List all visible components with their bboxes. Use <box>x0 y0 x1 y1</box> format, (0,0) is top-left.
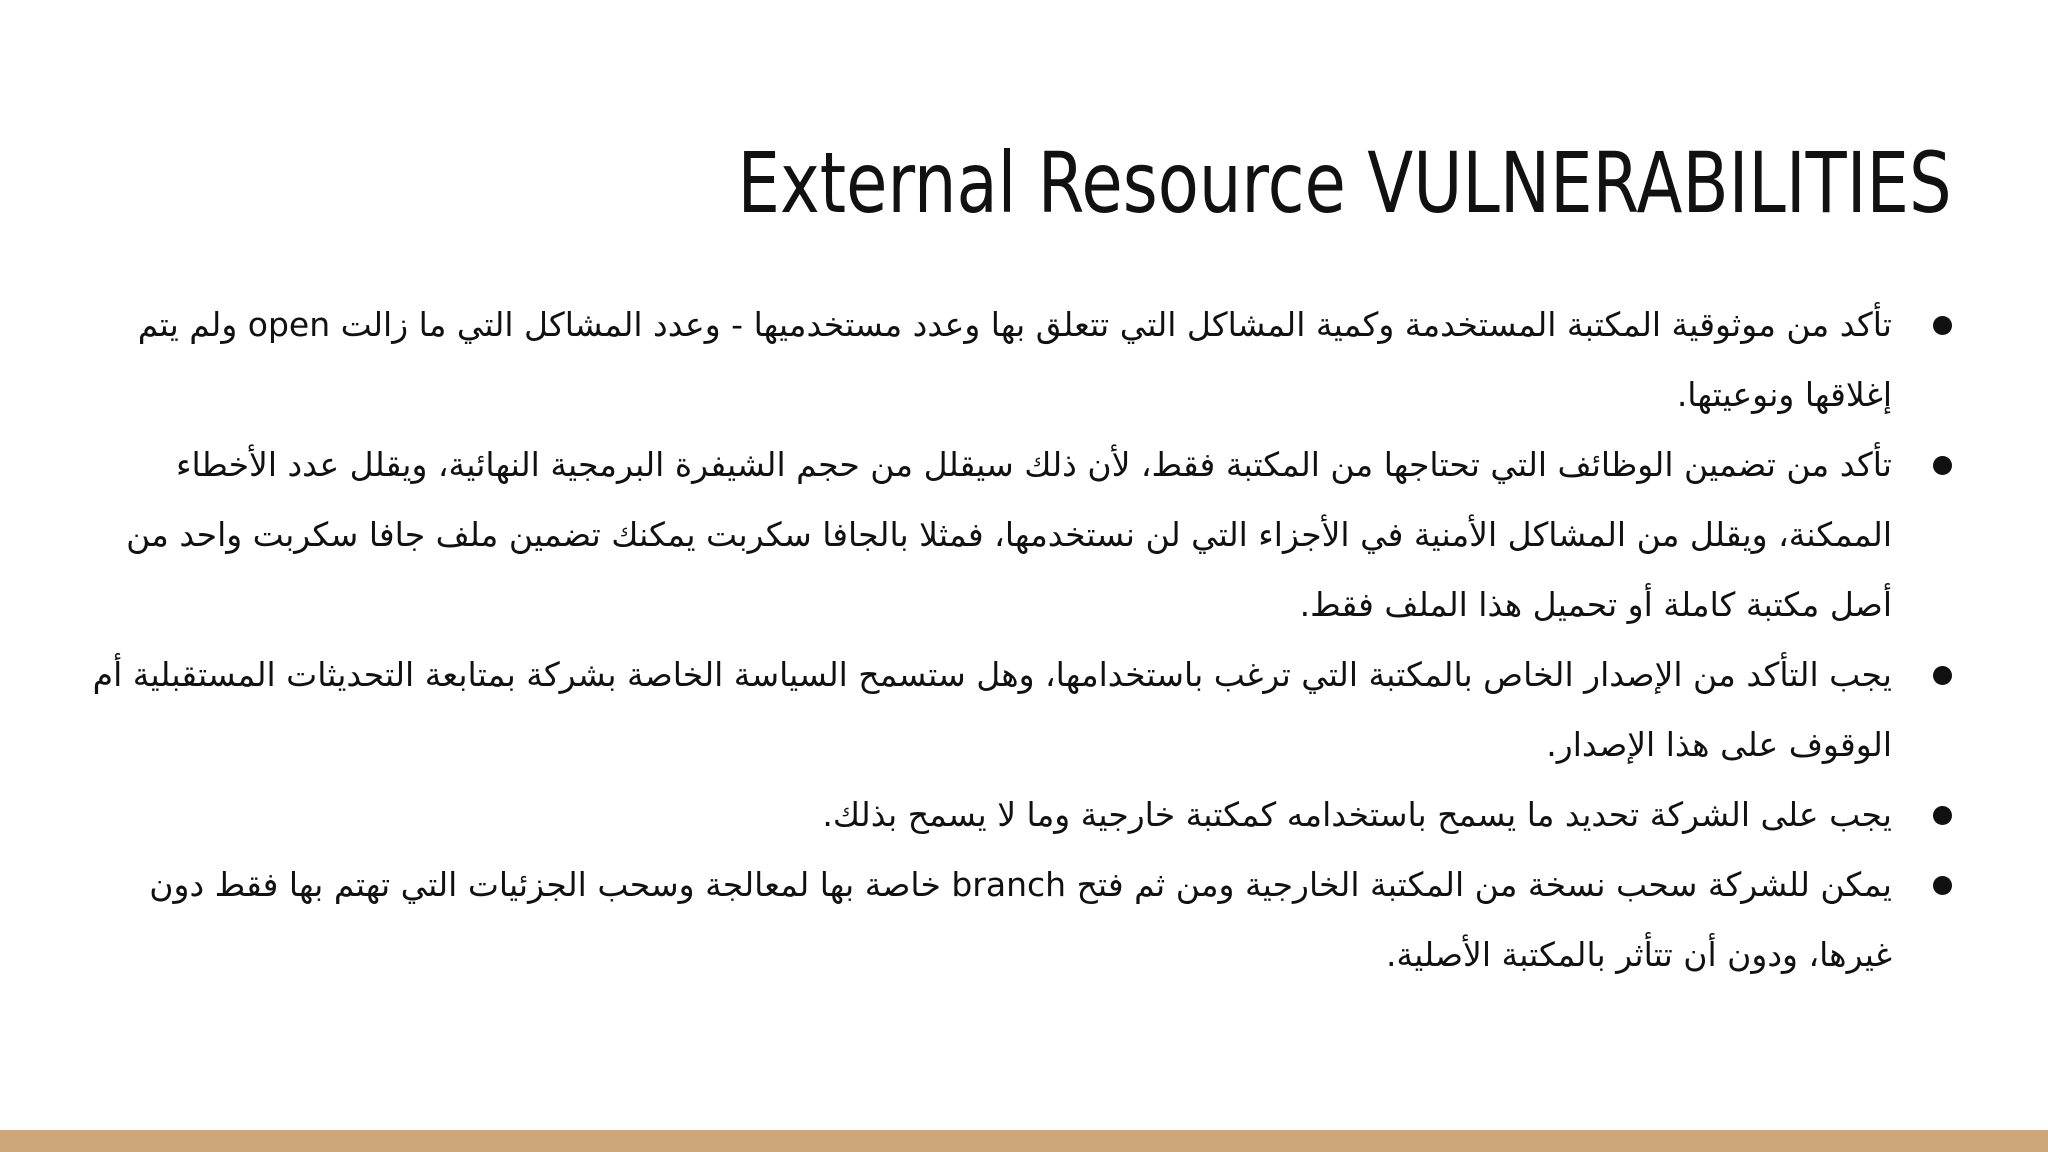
accent-bottom-bar <box>0 1130 2048 1152</box>
bullet-item <box>88 640 1968 780</box>
bullet-item <box>88 780 1968 850</box>
bullet-dot-icon <box>1933 316 1952 335</box>
bullet-text: يجب على الشركة تحديد ما يسمح باستخدامه كمكتبة خارجية وما لا يسمح بذلك. <box>822 795 1892 834</box>
bullet-item <box>88 430 1968 640</box>
bullet-text: تأكد من تضمين الوظائف التي تحتاجها من المكتبة فقط، لأن ذلك سيقلل من حجم الشيفرة البرمجية النهائية، ويقلل عدد الأخطاء الممكنة، ويقلل من المشاكل الأمنية في الأجزاء التي لن نستخدمها، فمثلا بالجافا سكربت يمكنك تضمين ملف جافا سكربت واحد من أصل مكتبة كاملة أو تحميل هذا الملف فقط. <box>126 445 1892 624</box>
slide-title: External Resource VULNERABILITIES <box>737 134 1952 232</box>
bullet-dot-icon <box>1933 806 1952 825</box>
bullet-dot-icon <box>1933 456 1952 475</box>
bullet-item <box>88 850 1968 990</box>
bullet-text: تأكد من موثوقية المكتبة المستخدمة وكمية المشاكل التي تتعلق بها وعدد مستخدميها - وعدد المشاكل التي ما زالت open ولم يتم إغلاقها ونوعيتها. <box>137 305 1892 414</box>
bullet-dot-icon <box>1933 666 1952 685</box>
bullet-dot-icon <box>1933 876 1952 895</box>
bullet-text: يجب التأكد من الإصدار الخاص بالمكتبة التي ترغب باستخدامها، وهل ستسمح السياسة الخاصة بشركة بمتابعة التحديثات المستقبلية أم الوقوف على هذا الإصدار. <box>92 655 1892 764</box>
bullet-item <box>88 290 1968 430</box>
bullet-text: يمكن للشركة سحب نسخة من المكتبة الخارجية ومن ثم فتح branch خاصة بها لمعالجة وسحب الجزئيات التي تهتم بها فقط دون غيرها، ودون أن تتأثر بالمكتبة الأصلية. <box>149 865 1892 974</box>
bullet-list <box>88 290 1968 990</box>
